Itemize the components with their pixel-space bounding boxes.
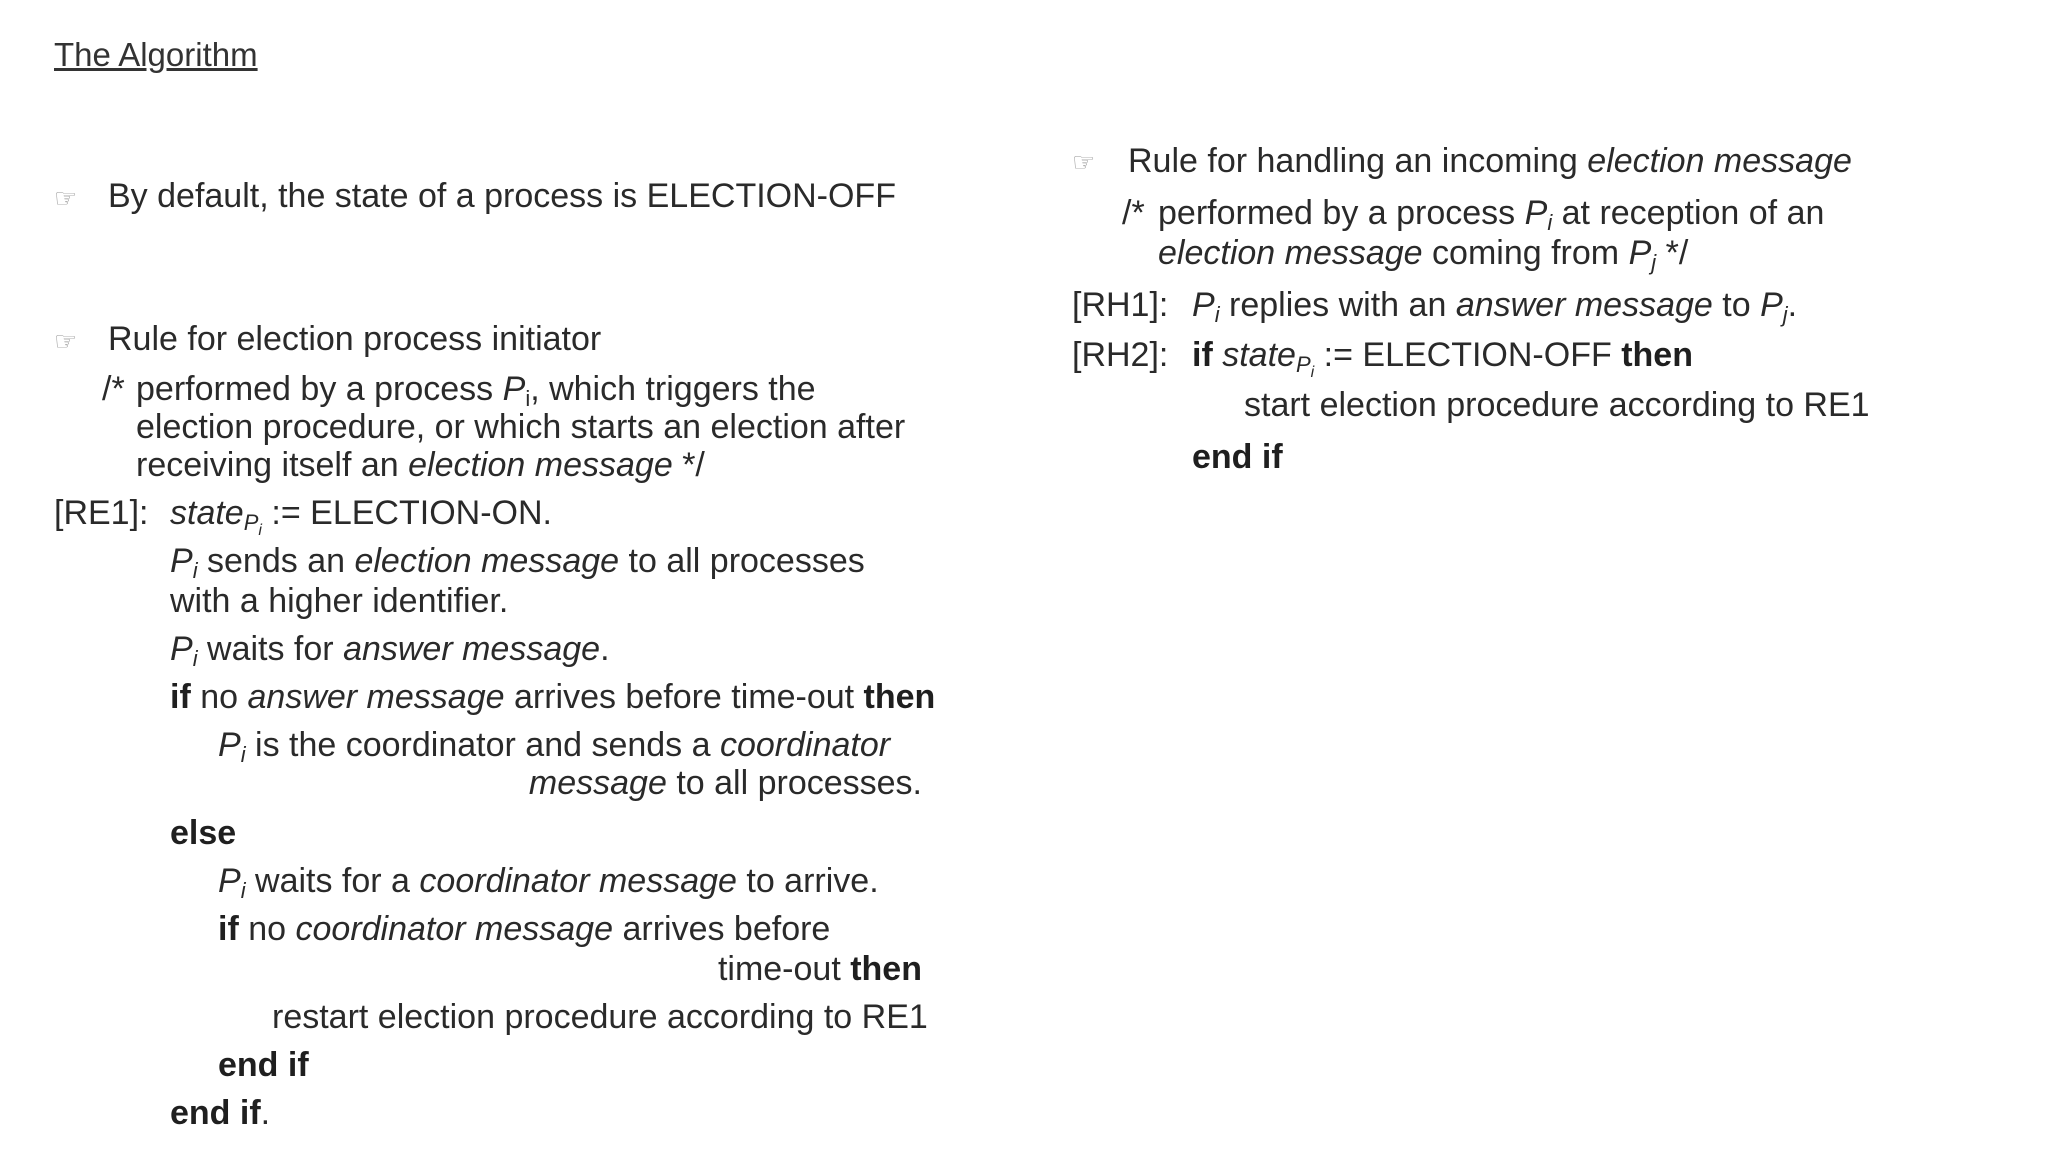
send-election-line-1: $P_i$ sends an election message to all processes — [170, 542, 865, 583]
restart-procedure-line: restart election procedure according to RE1 — [272, 998, 928, 1036]
outer-end-if: end if. — [170, 1094, 271, 1132]
re1-label: [RE1]: — [54, 494, 149, 532]
default-state-text: By default, the state of a process is ELECTION-OFF — [108, 177, 896, 215]
send-election-line-2: with a higher identifier. — [170, 582, 509, 620]
page-title: The Algorithm — [54, 36, 258, 73]
else-keyword: else — [170, 814, 237, 852]
initiator-comment-open: /* — [102, 370, 125, 408]
pointing-hand-icon — [54, 333, 88, 349]
rh2-label: [RH2]: — [1072, 336, 1169, 374]
re1-assignment: state$_{P_i}$ := ELECTION-ON. — [170, 494, 552, 539]
rh2-line: if state$_{P_i}$ := ELECTION-OFF then — [1192, 336, 1693, 381]
coordinator-line-1: $P_i$ is the coordinator and sends a coordinator — [218, 726, 891, 767]
handling-heading: Rule for handling an incoming election message — [1128, 142, 1852, 180]
rh1-label: [RH1]: — [1072, 286, 1169, 324]
initiator-comment-line-1: performed by a process $P_i$, which triggers the — [136, 370, 816, 411]
pointing-hand-icon — [54, 190, 88, 206]
initiator-comment-line-2: election procedure, or which starts an election after — [136, 408, 906, 446]
start-procedure-line: start election procedure according to RE1 — [1244, 386, 1870, 424]
pointing-hand-icon — [1072, 154, 1106, 170]
inner-end-if: end if — [218, 1046, 309, 1084]
handling-comment-open: /* — [1122, 194, 1145, 232]
handling-comment-line-2: election message coming from $P_j$ */ — [1158, 234, 1689, 275]
handling-comment-line-1: performed by a process $P_i$ at reception of an — [1158, 194, 1825, 235]
initiator-comment-line-3: receiving itself an election message */ — [136, 446, 705, 484]
wait-answer-line: $P_i$ waits for answer message. — [170, 630, 610, 671]
if-no-answer-line: if no answer message arrives before time-out then — [170, 678, 936, 716]
initiator-heading: Rule for election process initiator — [108, 320, 602, 358]
wait-coordinator-line: $P_i$ waits for a coordinator message to arrive. — [218, 862, 879, 903]
handling-end-if: end if — [1192, 438, 1283, 476]
if-no-coordinator-line-2: time-out then — [717, 950, 922, 988]
rh1-line: $P_i$ replies with an answer message to $P_j$. — [1192, 286, 1798, 327]
if-no-coordinator-line-1: if no coordinator message arrives before — [218, 910, 831, 948]
coordinator-line-2: message to all processes. — [528, 764, 922, 802]
